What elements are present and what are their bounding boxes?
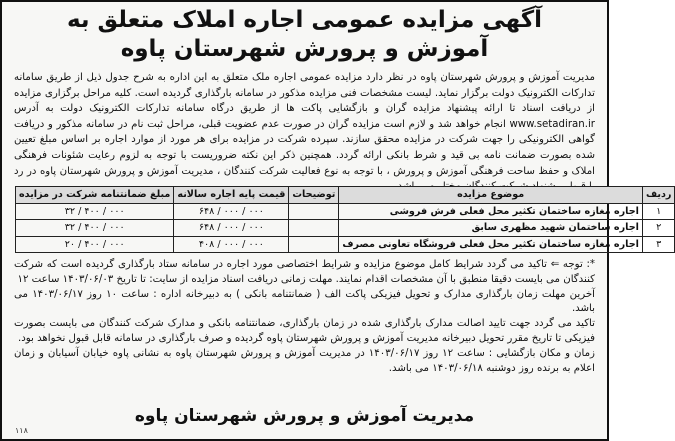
table-row [16,203,675,220]
row-price: ۰۰۰ / ۰۰۰ / ۶۴۸ [174,203,289,220]
col-header-subject: موضوع مزایده [339,187,643,204]
page-number: ۱۱۸ [15,426,28,435]
col-header-price: قیمت پایه اجاره سالانه [174,187,289,204]
row-price: ۰۰۰ / ۰۰۰ / ۶۴۸ [174,220,289,237]
row-subject: اجاره مغازه ساختمان تکثیر محل فعلی فروشگاه تعاونی مصرف [339,236,643,253]
signature-line: مدیریت آموزش و پرورش شهرستان پاوه [134,406,475,426]
row-description [289,203,339,220]
table-row [16,220,675,237]
note-paragraph: آخرین مهلت زمان بارگذاری مدارک و تحویل فیزیکی پاکت الف ( ضمانتنامه بانکی ) به دبیرخانه اداره : ساعت ۱۰ روز ۱۴۰۳/۰۶/۱۷ می باشد. [14,288,595,315]
row-price: ۰۰۰ / ۰۰۰ / ۴۰۸ [174,236,289,253]
row-deposit: ۰۰۰ / ۴۰۰ / ۳۲ [16,203,174,220]
notice-title-line1: آگهی مزایده عمومی اجاره املاک متعلق به [66,7,543,33]
table-header-row [16,187,675,204]
row-subject: اجاره ساختمان شهید مظهری سابق [339,220,643,237]
notice-title-line2: آموزش و پرورش شهرستان پاوه [120,36,489,62]
row-subject: اجاره مغازه ساختمان تکثیر محل فعلی فرش فروشی [339,203,643,220]
row-deposit: ۰۰۰ / ۴۰۰ / ۳۲ [16,220,174,237]
row-number: ۲ [642,220,674,237]
col-header-deposit: مبلغ ضمانتنامه شرکت در مزایده [16,187,174,204]
note-paragraph: زمان و مکان بازگشایی : ساعت ۱۲ روز ۱۴۰۳/۰۶/۱۷ در مدیریت آموزش و پرورش شهرستان پاوه به نشانی پاوه خیابان آسیابان و زمان اعلام به برنده روز دوشنبه ۱۴۰۳/۰۶/۱۸ می باشد. [14,347,595,374]
row-deposit: ۰۰۰ / ۴۰۰ / ۲۰ [16,236,174,253]
notice-header [2,2,607,64]
note-paragraph: تاکید می گردد جهت تایید اصالت مدارک بارگذاری شده در زمان بارگذاری، ضمانتنامه بانکی و مدارک شرکت کنندگان می بایست بصورت فیزیکی تا تاریخ مقرر تحویل دبیرخانه مدیریت آموزش و پرورش شهرستان پاوه گردیده و صرف بارگذاری در سامانه قابل قبول نخواهد بود. [14,318,595,344]
row-number: ۳ [642,236,674,253]
notes-section [14,258,595,408]
auction-items-table [15,186,675,253]
note-paragraph: *: توجه ⇐ تاکید می گردد شرایط کامل موضوع مزایده و شرایط اختصاصی مورد اجاره در سامانه ستاد بارگذاری گردیده است که شرکت کنندگان می بایست دقیقا منطبق با آن مشخصات اقدام نمایند. مهلت زمانی دریافت اسناد مزایده از سایت: تا تاریخ ۱۴۰۳/۰۶/۰۳ ساعت ۱۲ [14,259,595,285]
intro-text [14,70,595,180]
row-number: ۱ [642,203,674,220]
row-description [289,220,339,237]
col-header-description: توضیحات [289,187,339,204]
row-description [289,236,339,253]
table-row [16,236,675,253]
intro-paragraph: مدیریت آموزش و پرورش شهرستان پاوه در نظر دارد مزایده عمومی اجاره ملک متعلق به این اداره به شرح جدول ذیل از طریق سامانه تدارکات الکترونیک دولت برگزار نماید. لیست مشخصات فنی مزایده مذکور در سامانه بارگذاری گردیده است. کلیه مراحل برگزاری مزایده از دریافت اسناد تا ارائه پیشنهاد مزایده گران و بازگشایی پاکت ها از طریق درگاه سامانه تدارکات الکترونیک دولت به آدرس www.setadiran.ir انجام خواهد شد و لازم است مزایده گران در صورت عدم عضویت قبلی، مراحل ثبت نام در سامانه مذکور و دریافت گواهی الکترونیکی را جهت شرکت در مزایده محقق سازند. سپرده شرکت در مزایده برای هر مورد از موارد اجاره بر اساس مبلغ تعیین شده بصورت ضمانت نامه بی قید و شرط بانکی ارائه گردد. همچنین ذکر این نکته ضروریست با توجه به لزوم رعایت شئونات فرهنگی املاک و حفظ ساحت فرهنگی آموزش و پرورش ، با توجه به نوع فعالیت شرکت کنندگان ، مدیریت آموزش و پرورش شهرستان پاوه در رد [14,72,595,177]
col-header-row: ردیف [642,187,674,204]
